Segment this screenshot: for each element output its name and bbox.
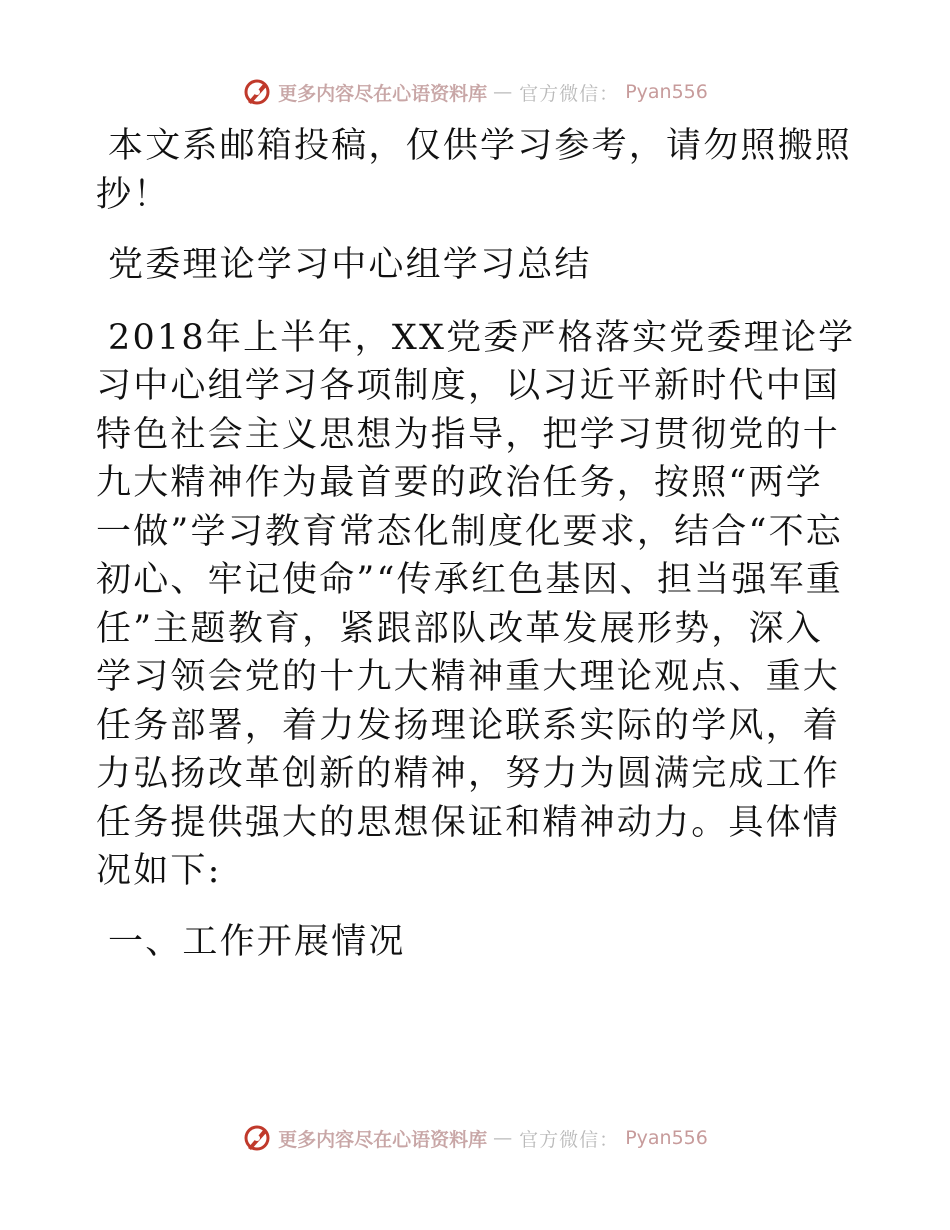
watermark-wechat-id: Pyan556 xyxy=(625,81,708,103)
watermark-main-text: 更多内容尽在心语资料库 xyxy=(278,82,488,105)
body-paragraph: 2018年上半年，XX党委严格落实党委理论学习中心组学习各项制度，以习近平新时代中国特色社会主义思想为指导，把学习贯彻党的十九大精神作为最首要的政治任务，按照“两学一做”学习教育常态化制度化要求，结合“不忘初心、牢记使命”“传承红色基因、担当强军重任”主题教育，紧跟部队改革发展形势，深入学习领会党的十九大精神重大理论观点、重大任务部署，着力发扬理论联系实际的学风，着力弘扬改革创新的精神，努力为圆满完成工作任务提供强大的思想保证和精神动力。具体情况如下: xyxy=(96,317,856,891)
watermark-sub-text: 官方微信： xyxy=(519,1128,620,1151)
watermark-dash: — xyxy=(493,81,514,103)
footer-watermark xyxy=(0,1118,950,1158)
quill-logo-icon xyxy=(242,1123,272,1153)
watermark-wechat-id: Pyan556 xyxy=(625,1127,708,1149)
notice-text: 本文系邮箱投稿，仅供学习参考，请勿照搬照抄！ xyxy=(96,126,853,215)
watermark-main-text: 更多内容尽在心语资料库 xyxy=(278,1128,488,1151)
document-body xyxy=(96,122,856,966)
header-watermark xyxy=(0,72,950,112)
document-title: 党委理论学习中心组学习总结 xyxy=(108,245,592,285)
section-heading: 一、工作开展情况 xyxy=(108,921,406,962)
quill-logo-icon xyxy=(242,77,272,107)
watermark-dash: — xyxy=(493,1127,514,1149)
watermark-sub-text: 官方微信： xyxy=(519,82,620,105)
